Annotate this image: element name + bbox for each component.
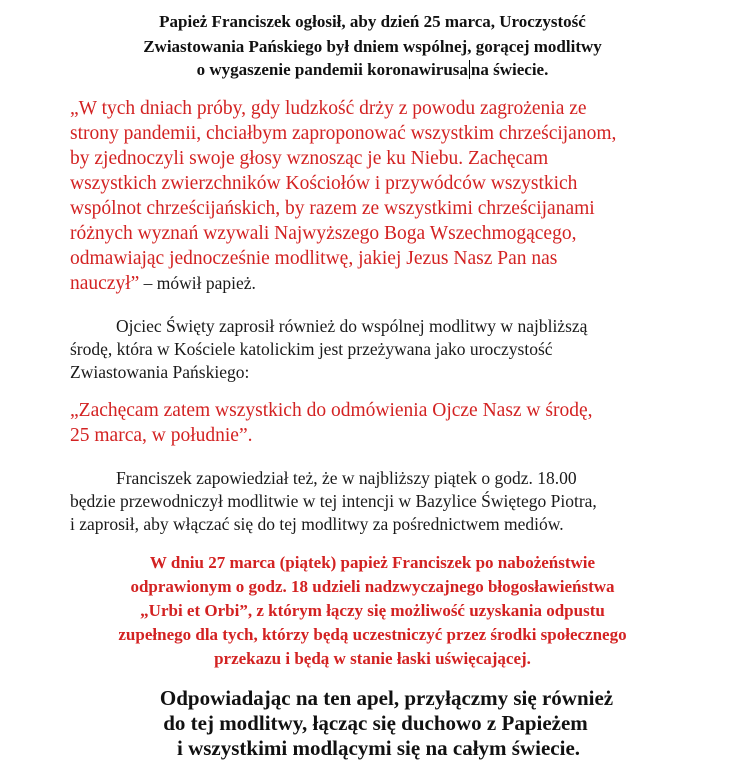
- announcement-line: zupełnego dla tych, którzy będą uczestniczyć przez środki społecznego: [118, 625, 627, 644]
- para1-line: Zwiastowania Pańskiego:: [70, 362, 250, 382]
- para2-line: będzie przewodniczył modlitwie w tej intencji w Bazylice Świętego Piotra,: [70, 491, 597, 511]
- quote1-last-line: [70, 273, 256, 295]
- para2-line: i zaprosił, aby włączać się do tej modlitwy za pośrednictwem mediów.: [70, 514, 564, 534]
- announcement-line: W dniu 27 marca (piątek) papież Franciszek po nabożeństwie: [149, 553, 596, 572]
- quote1-line: „W tych dniach próby, gdy ludzkość drży z powodu zagrożenia ze: [70, 98, 587, 119]
- heading-line-3-start: o wygaszenie pandemii koronawirusa: [196, 60, 468, 79]
- quote1-line: odmawiając jednocześnie modlitwę, jakiej Jezus Nasz Pan nas: [70, 248, 558, 269]
- text-cursor: [469, 60, 470, 79]
- announcement-line: „Urbi et Orbi”, z którym łączy się możliwość uzyskania odpustu: [140, 601, 605, 620]
- heading-line-1: Papież Franciszek ogłosił, aby dzień 25 marca, Uroczystość: [159, 12, 586, 31]
- announcement-line: odprawionym o godz. 18 udzieli nadzwyczajnego błogosławieństwa: [130, 577, 615, 596]
- closing-line: i wszystkimi modlącymi się na całym świecie.: [176, 736, 581, 760]
- para1-line: Ojciec Święty zaprosił również do wspólnej modlitwy w najbliższą: [116, 316, 588, 336]
- quote1-line: wspólnot chrześcijańskich, by razem ze wszystkimi chrześcijanami: [70, 198, 595, 219]
- quote1-line: różnych wyznań wzywali Najwyższego Boga Wszechmogącego,: [70, 223, 577, 244]
- quote1-end: nauczył”: [70, 273, 140, 294]
- quote1-attribution: – mówił papież.: [139, 273, 256, 293]
- para1-line: środę, która w Kościele katolickim jest przeżywana jako uroczystość: [70, 339, 553, 359]
- quote1-line: by zjednoczyli swoje głosy wznosząc je ku Niebu. Zachęcam: [70, 148, 549, 169]
- closing-line: Odpowiadając na ten apel, przyłączmy się również: [159, 686, 614, 710]
- quote2-line: „Zachęcam zatem wszystkich do odmówienia Ojcze Nasz w środę,: [70, 400, 593, 421]
- heading-line-2: Zwiastowania Pańskiego był dniem wspólnej, gorącej modlitwy: [143, 37, 602, 56]
- quote2-line: 25 marca, w południe”.: [70, 425, 253, 446]
- closing-line: do tej modlitwy, łącząc się duchowo z Papieżem: [163, 711, 588, 735]
- quote1-line: strony pandemii, chciałbym zaproponować wszystkim chrześcijanom,: [70, 123, 617, 144]
- heading-line-3-end: na świecie.: [470, 60, 549, 79]
- quote1-line: wszystkich zwierzchników Kościołów i przywódców wszystkich: [70, 173, 578, 194]
- para2-line: Franciszek zapowiedział też, że w najbliższy piątek o godz. 18.00: [116, 468, 577, 488]
- heading-line-3: [0, 60, 745, 80]
- announcement-line: przekazu i będą w stanie łaski uświęcającej.: [214, 649, 531, 668]
